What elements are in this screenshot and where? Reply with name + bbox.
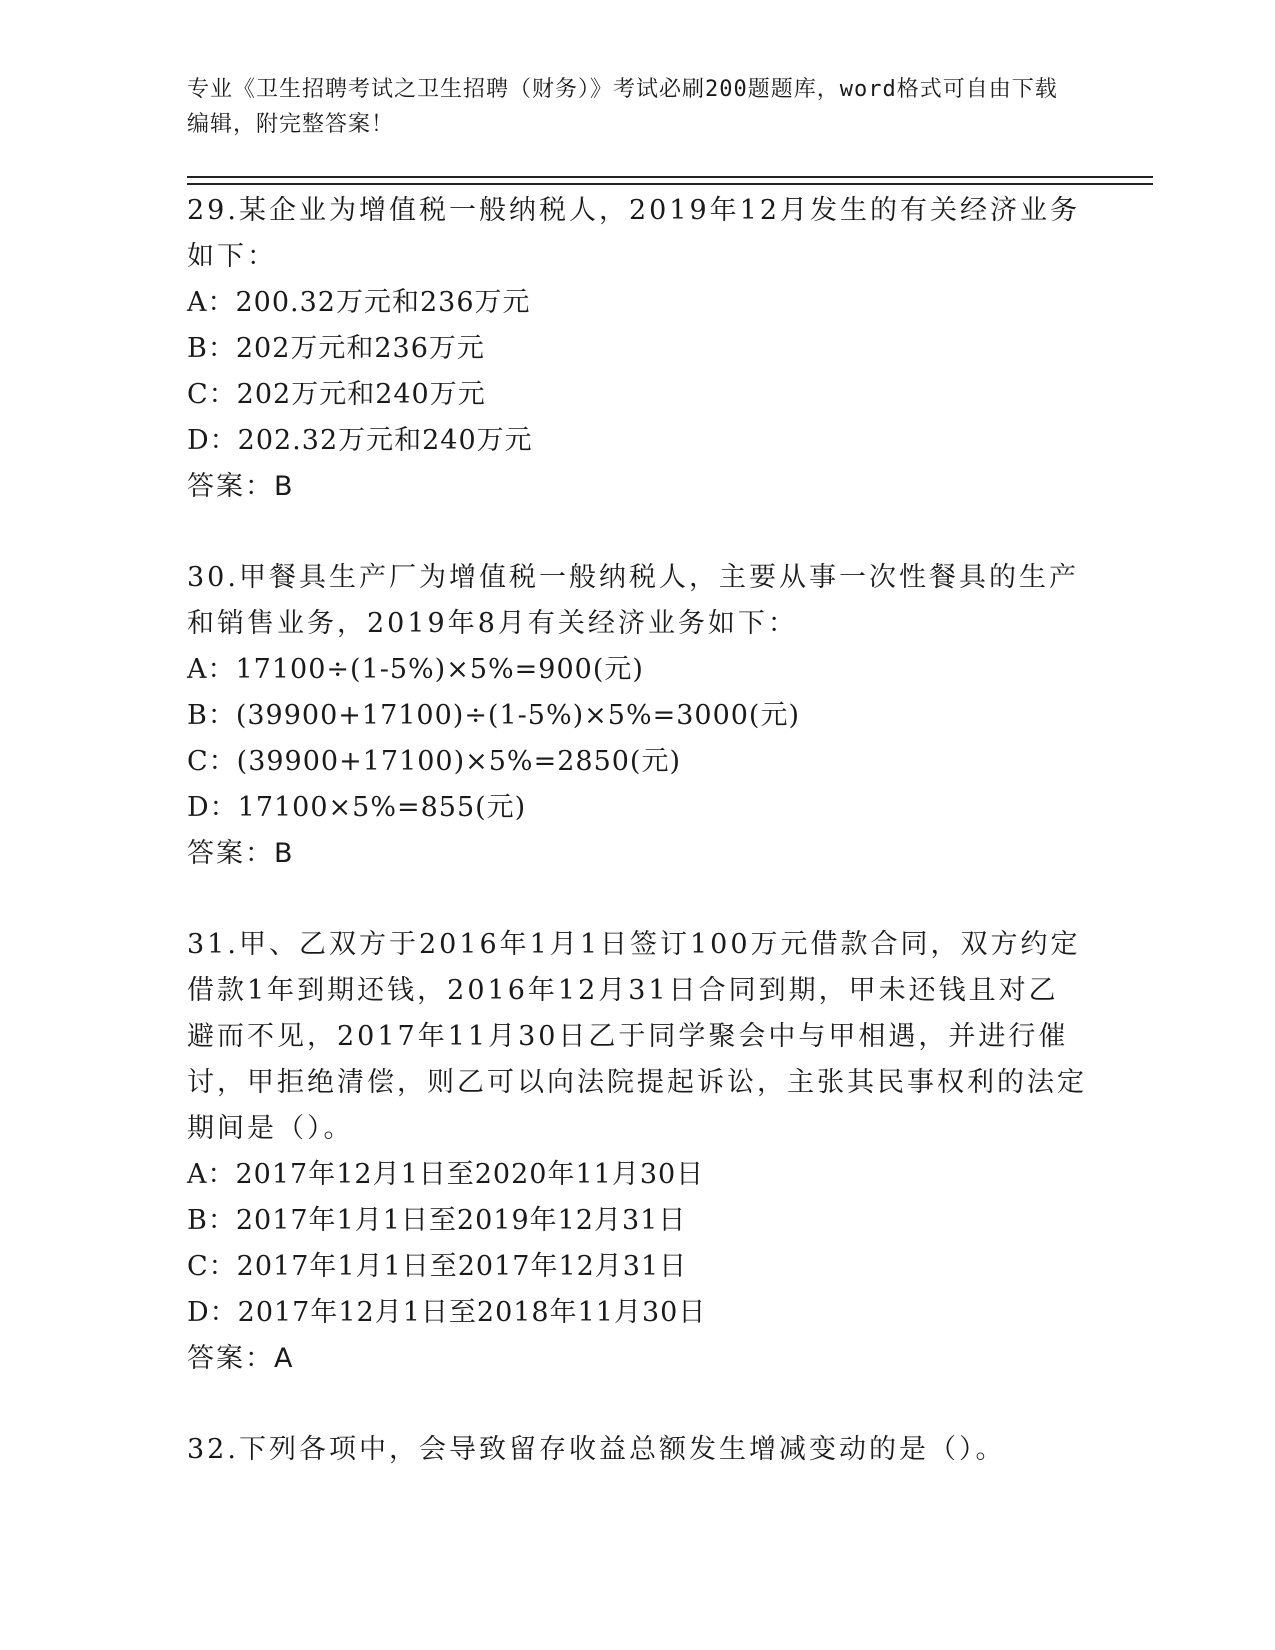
question-spacer <box>187 877 1087 922</box>
question-32 <box>187 1427 1087 1473</box>
header-divider-bottom <box>187 183 1153 185</box>
option-a: A：17100÷(1-5%)×5%=900(元) <box>187 654 644 685</box>
option-c: C：(39900+17100)×5%=2850(元) <box>187 746 681 777</box>
option-d: D：17100×5%=855(元) <box>187 792 527 823</box>
question-31 <box>187 922 1087 1382</box>
option-b: B：2017年1月1日至2019年12月31日 <box>187 1205 687 1236</box>
option-a: A：200.32万元和236万元 <box>187 287 531 318</box>
option-c: C：202万元和240万元 <box>187 379 486 410</box>
document-header: 专业《卫生招聘考试之卫生招聘（财务）》考试必刷200题题库，word格式可自由下载编辑，附完整答案！ <box>187 77 1058 137</box>
option-b: B：(39900+17100)÷(1-5%)×5%=3000(元) <box>187 700 800 731</box>
question-29 <box>187 188 1087 510</box>
answer-line: 答案：A <box>187 1343 295 1374</box>
question-text: 31.甲、乙双方于2016年1月1日签订100万元借款合同，双方约定借款1年到期还钱，2016年12月31日合同到期，甲未还钱且对乙避而不见，2017年11月30日乙于同学聚会中与甲相遇，并进行催讨，甲拒绝清偿，则乙可以向法院提起诉讼，主张其民事权利的法定期间是（）。 <box>187 929 1087 1144</box>
question-30 <box>187 555 1087 877</box>
question-spacer <box>187 510 1087 555</box>
question-text: 30.甲餐具生产厂为增值税一般纳税人，主要从事一次性餐具的生产和销售业务，2019年8月有关经济业务如下： <box>187 562 1079 639</box>
option-d: D：202.32万元和240万元 <box>187 425 533 456</box>
question-text: 32.下列各项中，会导致留存收益总额发生增减变动的是（）。 <box>187 1434 1006 1465</box>
question-text: 29.某企业为增值税一般纳税人，2019年12月发生的有关经济业务如下： <box>187 195 1081 272</box>
answer-line: 答案：B <box>187 838 295 869</box>
option-d: D：2017年12月1日至2018年11月30日 <box>187 1297 707 1328</box>
question-list <box>187 188 1087 1473</box>
option-a: A：2017年12月1日至2020年11月30日 <box>187 1159 705 1190</box>
option-c: C：2017年1月1日至2017年12月31日 <box>187 1251 688 1282</box>
answer-line: 答案：B <box>187 471 295 502</box>
question-spacer <box>187 1382 1087 1427</box>
option-b: B：202万元和236万元 <box>187 333 485 364</box>
header-divider-top <box>187 176 1153 178</box>
